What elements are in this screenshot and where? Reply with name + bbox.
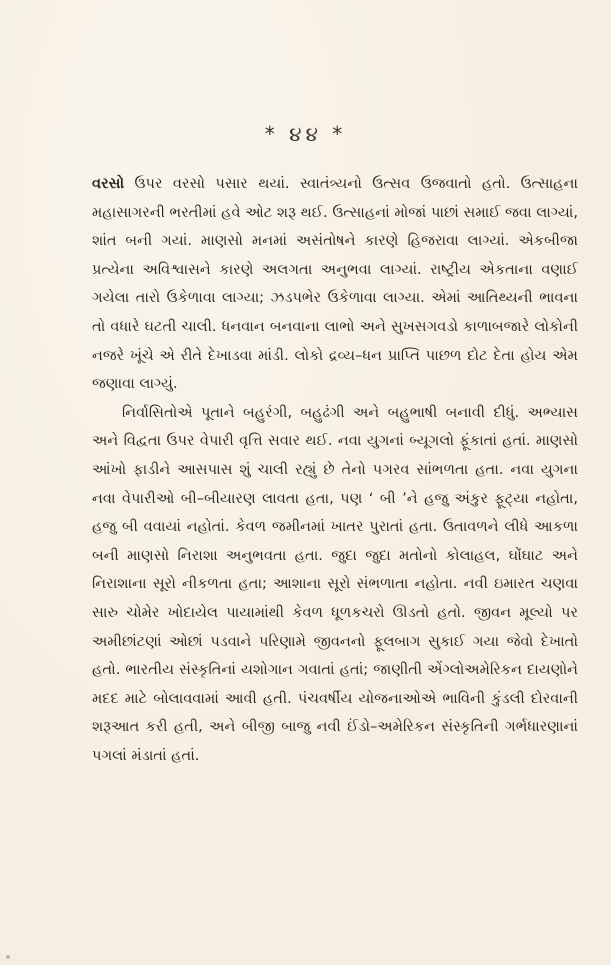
paragraph-1-text: ઉપર વરસો પસાર થયાં. સ્વાતંત્ર્યનો ઉત્સવ ઉજવાતો હતો. ઉત્સાહના મહાસાગરની ભરતીમાં હવે ઓટ શરૂ થઈ. ઉત્સાહનાં મોજાં પાછાં સમાઈ જવા લાગ્યાં, શાંત બની ગયાં. માણસો મનમાં અસંતોષને કારણે હિજરાવા લાગ્યાં. એકબીજા પ્રત્યેના અવિશ્વાસને કારણે અલગતા અનુભવા લાગ્યાં. રાષ્ટ્રીય એકતાના વણાઈ ગયેલા તારો ઉકેળાવા લાગ્યા; ઝડપભેર ઉકેળાવા લાગ્યા. એમાં આતિથ્યની ભાવના તો વધારે ઘટતી ચાલી. ધનવાન બનવાના લાભો અને સુખસગવડો કાળાબજારે લોકોની નજરે ખૂંચે એ રીતે દેખાડવા માંડી. લોકો દ્રવ્ય–ધન પ્રાપ્તિ પાછળ દોટ દેતા હોય એમ જણાવા લાગ્યું. (92, 175, 578, 393)
paragraph-2 (92, 399, 578, 771)
paragraph-1-lead-word: વરસો (92, 175, 125, 192)
chapter-heading: * ૪૪ * (264, 122, 347, 146)
paragraph-1 (92, 170, 578, 399)
body-text (92, 170, 578, 770)
paragraph-2-text: નિર્વાસિતોએ પૂતાને બહુરંગી, બહુઢંગી અને બહુભાષી બનાવી દીધું. અભ્યાસ અને વિદ્વતા ઉપર વેપારી વૃત્તિ સવાર થઈ. નવા યુગનાં બ્યૂગલો ફૂંકાતાં હતાં. માણસો આંખો ફાડીને આસપાસ શું ચાલી રહ્યું છે તેનો પગરવ સાંભળતા હતા. નવા યુગના નવા વેપારીઓ બી–બીયારણ લાવતા હતા, પણ ‘ બી ’ને હજુ અંકુર ફૂટ્યા નહોતા, હજુ બી વવાયાં નહોતાં. કેવળ જમીનમાં ખાતર પુરાતાં હતા. ઉતાવળને લીધે આકળા બની માણસો નિરાશા અનુભવતા હતા. જુદા જુદા મતોનો કોલાહલ, ઘોંઘાટ અને નિરાશાના સૂરો નીકળતા હતા; આશાના સૂરો સંભળાતા નહોતા. નવી ઇમારત ચણવા સારુ ચોમેર ખોદાયેલ પાયામાંથી કેવળ ધૂળકચરો ઊડતો હતો. જીવન મૂલ્યો પર અમીછાંટણાં ઓછાં પડવાને પરિણામે જીવનનો ફૂલબાગ સુકાઈ ગયા જેવો દેખાતો હતો. ભારતીય સંસ્કૃતિનાં યશોગાન ગવાતાં હતાં; જાણીતી એંગ્લોઅમેરિકન દાયણોને મદદ માટે બોલાવવામાં આવી હતી. પંચવર્ષીય યોજનાઓએ ભાવિની કુંડલી દોરવાની શરૂઆત કરી હતી, અને બીજી બાજુ નવી ઈંડો–અમેરિકન સંસ્કૃતિની ગર્ભધારણાનાં પગલાં મંડાતાં હતાં. (92, 403, 578, 764)
page-speck (6, 955, 10, 959)
